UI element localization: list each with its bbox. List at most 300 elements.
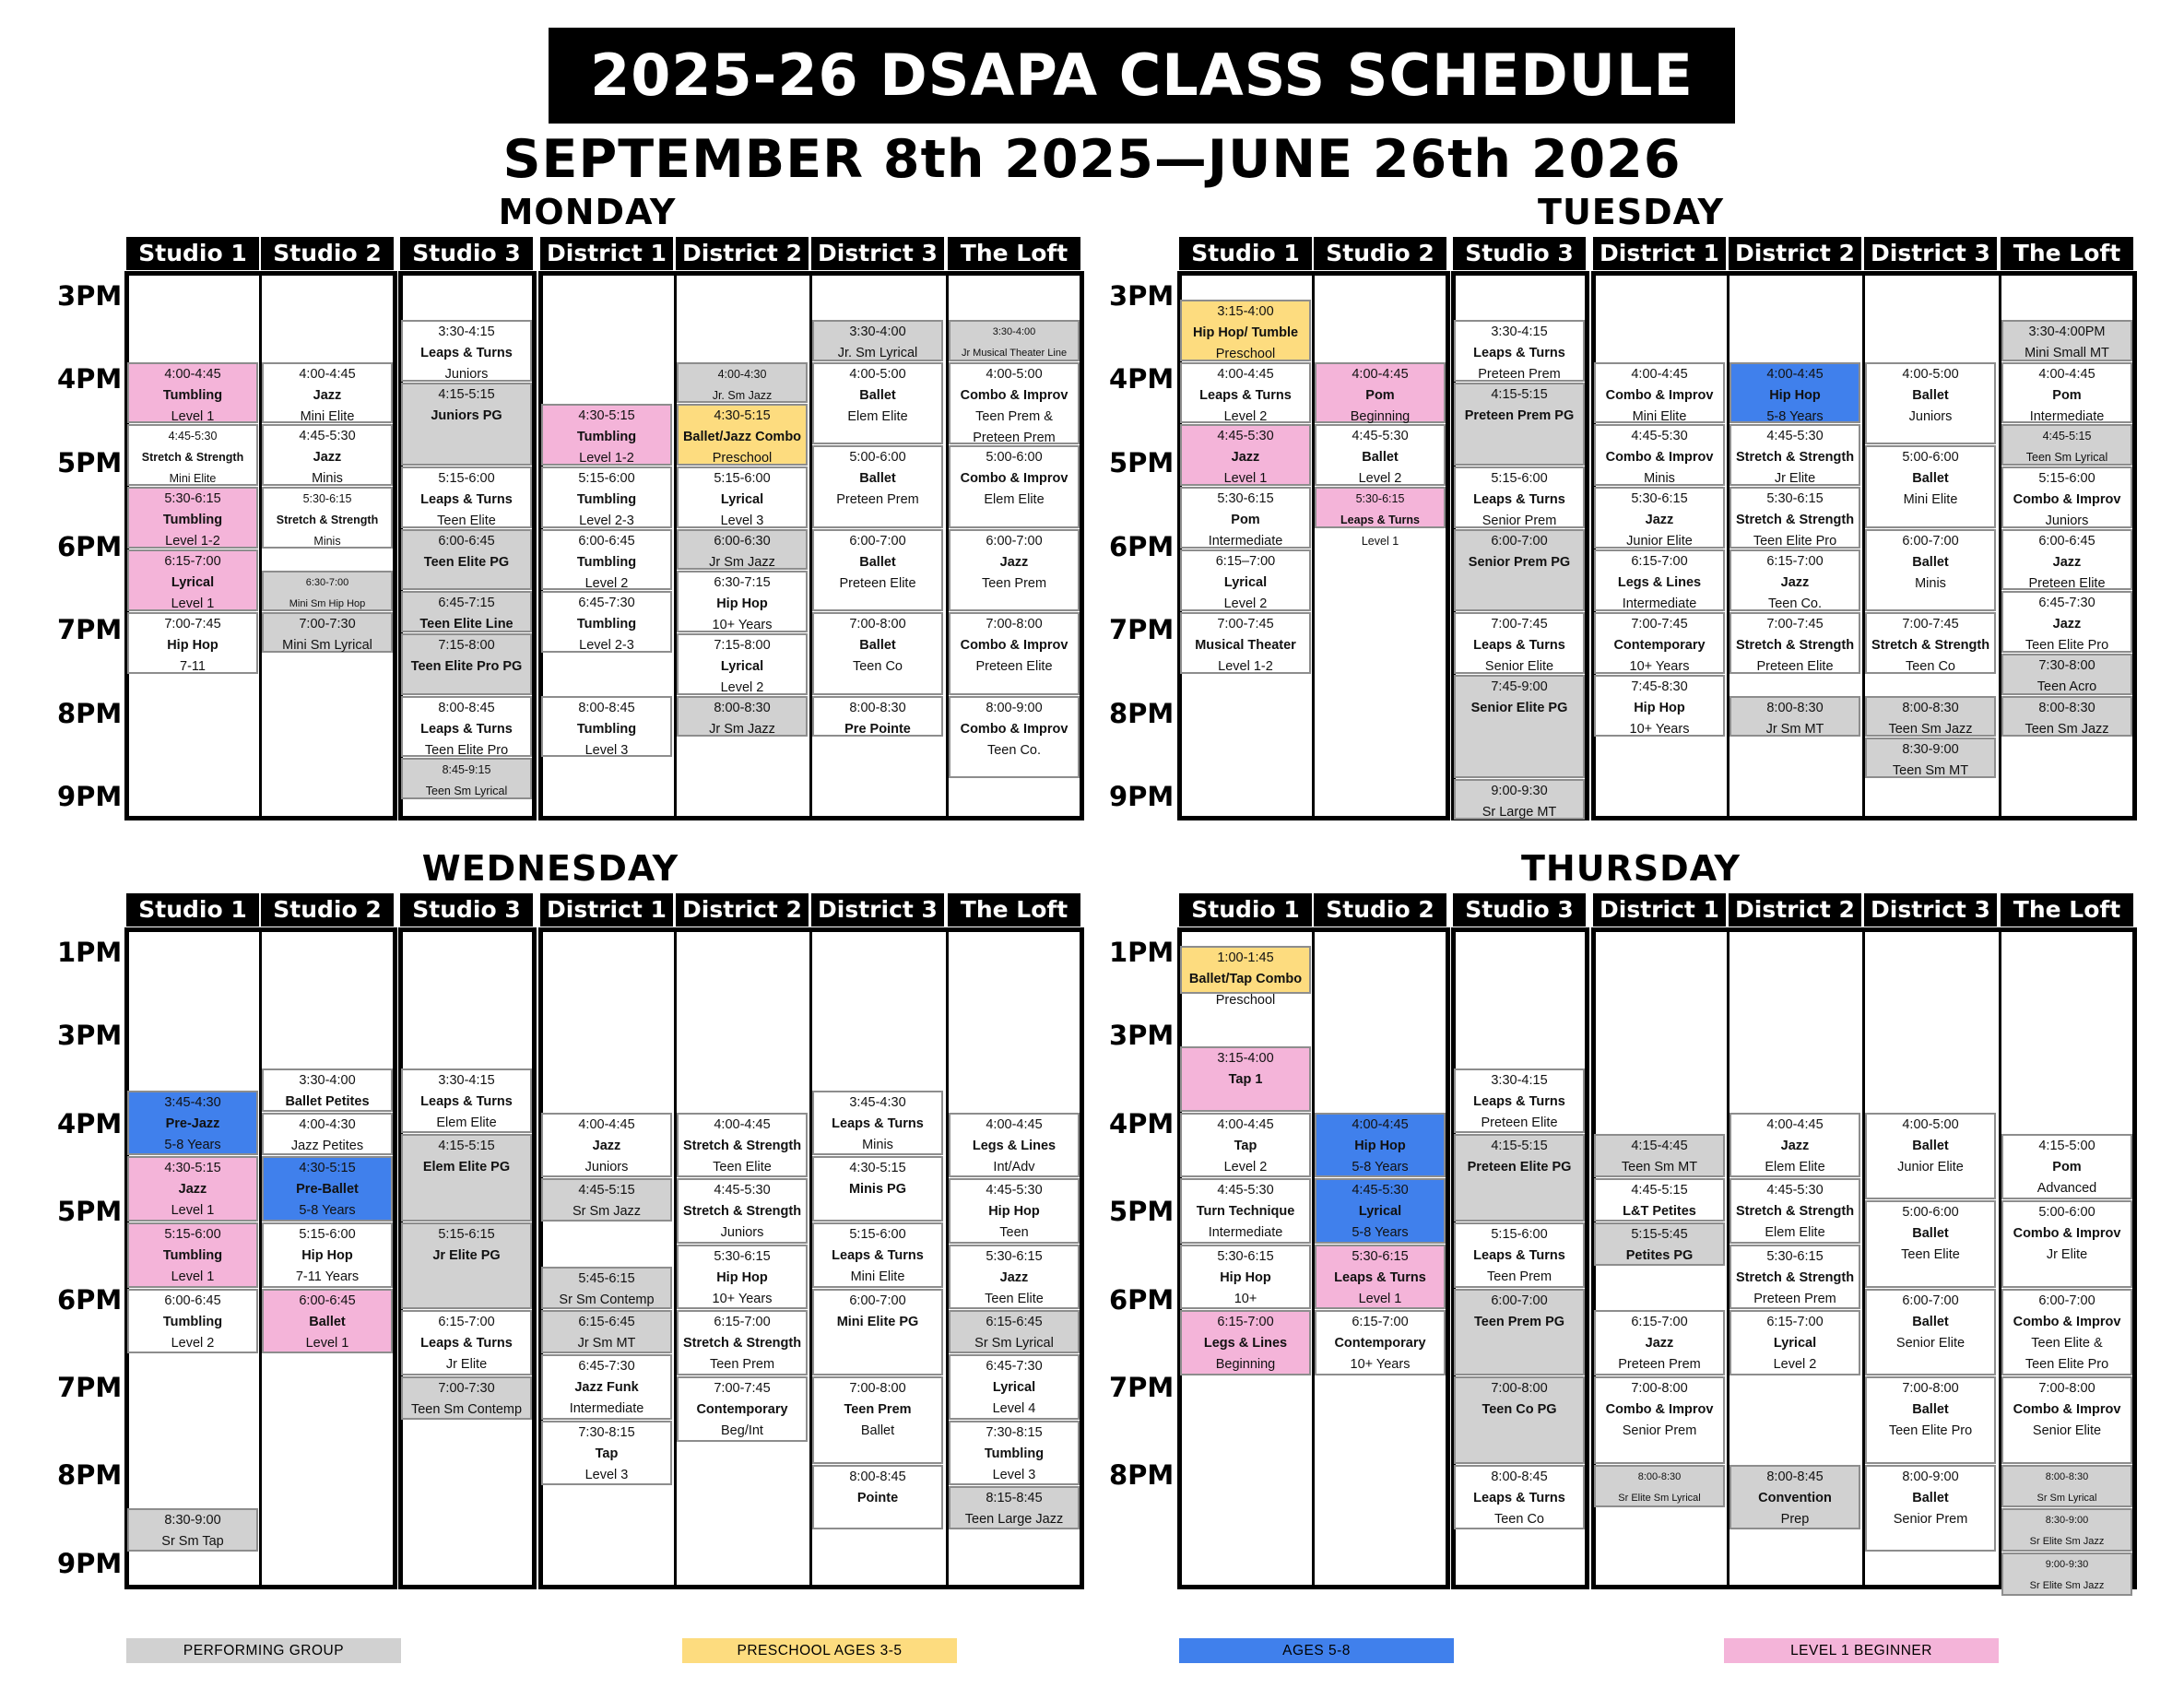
class-name: Stretch & Strength	[1871, 638, 1990, 653]
class-block[interactable]	[541, 466, 672, 528]
class-detail: Sr Elite Sm Jazz	[2029, 1580, 2105, 1591]
day-title: WEDNESDAY	[421, 848, 679, 889]
class-detail: Intermediate	[2029, 408, 2105, 424]
class-name: Jr Elite PG	[432, 1247, 501, 1263]
page-title: 2025-26 DSAPA CLASS SCHEDULE	[549, 28, 1735, 124]
class-block[interactable]	[812, 1465, 943, 1530]
class-block[interactable]	[677, 633, 808, 695]
class-block[interactable]	[541, 1178, 672, 1222]
class-block[interactable]	[1454, 612, 1585, 674]
class-time: 6:00-7:00	[2038, 1293, 2095, 1308]
class-time: 6:15-7:00	[1352, 1315, 1409, 1330]
class-name: Stretch & Strength	[682, 1204, 802, 1220]
class-block[interactable]	[401, 320, 532, 382]
class-block[interactable]	[541, 696, 672, 758]
class-time: 4:30-5:15	[299, 1161, 356, 1176]
class-detail: Level 1	[171, 408, 215, 424]
class-name: Leaps & Turns	[1334, 1269, 1426, 1285]
class-block[interactable]	[1454, 383, 1585, 466]
class-block[interactable]	[401, 1310, 532, 1375]
class-block[interactable]	[401, 1376, 532, 1420]
class-time: 5:30-6:15	[302, 492, 352, 506]
class-name: Tumbling	[162, 387, 223, 403]
class-block[interactable]	[1180, 612, 1311, 674]
class-detail: Level 2	[1773, 1357, 1817, 1373]
class-block[interactable]	[1180, 1310, 1311, 1375]
hour-label: 8PM	[1109, 1459, 1175, 1491]
class-block[interactable]	[2001, 1134, 2132, 1199]
class-block[interactable]	[1594, 1310, 1725, 1375]
column-header: Studio 3	[400, 237, 533, 270]
class-block[interactable]	[2001, 1200, 2132, 1288]
class-time: 1:00-1:45	[1217, 950, 1274, 965]
class-block[interactable]	[1729, 362, 1860, 424]
class-block[interactable]	[1729, 549, 1860, 611]
class-name: Hip Hop	[167, 638, 218, 653]
class-detail: Mini Elite	[850, 1269, 905, 1284]
class-name: Senior Elite PG	[1470, 700, 1568, 715]
class-name: Preteen Elite PG	[1467, 1160, 1572, 1175]
class-block[interactable]	[1454, 1376, 1585, 1464]
hour-label: 5PM	[57, 1196, 123, 1227]
class-block[interactable]	[812, 529, 943, 612]
class-block[interactable]	[1594, 1178, 1725, 1222]
class-detail: Intermediate	[1208, 1225, 1283, 1241]
class-block[interactable]	[1729, 612, 1860, 674]
class-block[interactable]	[1729, 1113, 1860, 1178]
column-header: District 3	[811, 893, 944, 927]
class-block[interactable]	[2001, 1552, 2132, 1596]
class-block[interactable]	[1315, 1310, 1446, 1375]
class-block[interactable]	[1729, 1178, 1860, 1244]
class-block[interactable]	[262, 1068, 393, 1112]
class-name: Combo & Improv	[2013, 1226, 2121, 1241]
class-block[interactable]	[1594, 1222, 1725, 1266]
class-time: 6:00-6:45	[2038, 533, 2095, 549]
class-block[interactable]	[949, 1245, 1080, 1310]
class-block[interactable]	[1315, 1113, 1446, 1178]
class-block[interactable]	[541, 529, 672, 591]
class-block[interactable]	[1865, 1465, 1996, 1552]
class-block[interactable]	[1865, 1376, 1996, 1464]
class-time: 3:45-4:30	[849, 1094, 906, 1110]
class-block[interactable]	[1865, 1200, 1996, 1288]
class-block[interactable]	[1454, 1465, 1585, 1530]
class-detail: Sr Elite Sm Jazz	[2029, 1536, 2105, 1548]
hour-label: 3PM	[57, 1020, 123, 1051]
class-time: 6:00-7:00	[1491, 1293, 1548, 1308]
column-header: The Loft	[2001, 893, 2133, 927]
class-block[interactable]	[1454, 1134, 1585, 1222]
class-block[interactable]	[949, 1310, 1080, 1353]
class-time: 5:15-6:00	[299, 1226, 356, 1242]
class-name: Leaps & Turns	[420, 1336, 513, 1352]
class-block[interactable]	[541, 591, 672, 653]
class-block[interactable]	[127, 612, 258, 674]
class-time: 6:45-7:30	[578, 1359, 635, 1375]
class-block[interactable]	[1315, 1178, 1446, 1244]
class-block[interactable]	[1865, 362, 1996, 445]
class-block[interactable]	[401, 696, 532, 758]
hour-label: 3PM	[57, 280, 123, 312]
class-time: 4:00-4:45	[1217, 366, 1274, 382]
class-name: Teen Prem	[844, 1402, 912, 1417]
class-block[interactable]	[1180, 362, 1311, 424]
class-block[interactable]	[401, 1134, 532, 1222]
class-block[interactable]	[1180, 300, 1311, 361]
class-detail: Teen Sm Jazz	[2025, 721, 2109, 737]
class-detail: Jr Elite	[1774, 471, 1816, 487]
class-time: 7:00-8:00	[849, 617, 906, 632]
class-block[interactable]	[262, 487, 393, 549]
class-time: 6:00-7:00	[986, 533, 1043, 549]
class-time: 6:15-6:45	[986, 1315, 1043, 1330]
class-block[interactable]	[812, 445, 943, 528]
class-block[interactable]	[1315, 362, 1446, 424]
class-block[interactable]	[127, 549, 258, 611]
class-block[interactable]	[1454, 675, 1585, 778]
class-block[interactable]	[1865, 1113, 1996, 1200]
class-detail: Preteen Prem	[836, 492, 919, 507]
class-name: Legs & Lines	[1203, 1336, 1288, 1352]
class-name: Teen Elite Line	[419, 617, 514, 632]
class-block[interactable]	[1865, 529, 1996, 612]
class-time: 8:00-9:00	[1902, 1469, 1959, 1484]
class-detail: Teen Elite	[437, 513, 496, 528]
class-detail: 10+	[1234, 1291, 1257, 1306]
class-name: Pom	[1231, 513, 1260, 528]
class-block[interactable]	[1865, 445, 1996, 528]
class-block[interactable]	[1865, 612, 1996, 674]
class-block[interactable]	[677, 466, 808, 528]
class-name: Tumbling	[576, 429, 637, 444]
class-detail: Teen Co.	[1767, 596, 1823, 612]
class-time: 4:45-5:15	[2042, 430, 2092, 443]
class-block[interactable]	[1594, 487, 1725, 549]
class-block[interactable]	[677, 1310, 808, 1375]
class-block[interactable]	[1594, 1376, 1725, 1464]
class-block[interactable]	[401, 591, 532, 632]
class-name: Tumbling	[162, 1314, 223, 1329]
class-block[interactable]	[1180, 946, 1311, 1008]
class-name: Hip Hop	[716, 1269, 768, 1285]
class-time: 4:30-5:15	[578, 407, 635, 423]
class-block[interactable]	[677, 1178, 808, 1244]
class-name: Combo & Improv	[1605, 1402, 1714, 1417]
class-block[interactable]	[262, 1113, 393, 1156]
class-block[interactable]	[677, 1113, 808, 1178]
class-detail: Teen Co	[1493, 1511, 1544, 1527]
hour-label: 8PM	[57, 1459, 123, 1491]
class-block[interactable]	[1594, 549, 1725, 611]
class-block[interactable]	[1180, 487, 1311, 549]
class-block[interactable]	[949, 612, 1080, 695]
class-block[interactable]	[1865, 696, 1996, 737]
class-block[interactable]	[541, 1354, 672, 1420]
class-name: Lyrical	[1223, 575, 1268, 591]
column-header: Studio 2	[261, 893, 394, 927]
class-name: Lyrical	[720, 658, 764, 674]
class-name: Lyrical	[1773, 1336, 1817, 1352]
class-block[interactable]	[401, 466, 532, 528]
class-name: Jazz	[1645, 513, 1674, 528]
class-block[interactable]	[949, 362, 1080, 445]
class-block[interactable]	[677, 529, 808, 570]
class-name: Jazz	[1780, 575, 1810, 591]
class-block[interactable]	[677, 404, 808, 466]
class-detail: Jr. Sm Lyrical	[837, 346, 918, 361]
class-time: 7:00-8:00	[849, 1381, 906, 1396]
class-block[interactable]	[812, 1091, 943, 1156]
class-block[interactable]	[127, 1508, 258, 1552]
class-block[interactable]	[1180, 1178, 1311, 1244]
class-detail: Teen Acro	[2036, 679, 2097, 695]
class-block[interactable]	[949, 1178, 1080, 1244]
class-block[interactable]	[677, 1245, 808, 1310]
class-block[interactable]	[127, 1289, 258, 1354]
class-block[interactable]	[677, 1376, 808, 1442]
class-block[interactable]	[1454, 1289, 1585, 1376]
class-block[interactable]	[1729, 487, 1860, 549]
class-block[interactable]	[1865, 1289, 1996, 1376]
class-block[interactable]	[401, 633, 532, 695]
class-block[interactable]	[262, 1156, 393, 1222]
class-block[interactable]	[949, 445, 1080, 528]
class-block[interactable]	[2001, 529, 2132, 591]
class-block[interactable]	[2001, 1508, 2132, 1552]
class-block[interactable]	[1594, 612, 1725, 674]
class-block[interactable]	[262, 1289, 393, 1354]
class-detail: 7-11 Years	[295, 1269, 360, 1284]
class-block[interactable]	[127, 1222, 258, 1288]
class-block[interactable]	[1594, 675, 1725, 737]
class-time: 9:00-9:30	[1491, 784, 1548, 798]
column-header: Studio 2	[1314, 893, 1446, 927]
class-name: Tumbling	[576, 617, 637, 632]
class-block[interactable]	[812, 1289, 943, 1376]
class-detail: Mini Sm Hip Hop	[289, 597, 366, 609]
class-block[interactable]	[541, 1267, 672, 1310]
class-block[interactable]	[262, 424, 393, 486]
class-detail: Level 2	[1223, 596, 1268, 612]
class-block[interactable]	[1180, 424, 1311, 486]
class-name: Ballet	[1912, 1490, 1949, 1505]
class-block[interactable]	[2001, 1289, 2132, 1376]
class-detail: Minis	[313, 535, 341, 549]
class-detail: 10+ Years	[1629, 721, 1690, 737]
class-time: 4:00-5:00	[986, 366, 1043, 382]
hour-label: 6PM	[1109, 531, 1175, 562]
class-time: 6:00-7:00	[1902, 1293, 1959, 1308]
class-block[interactable]	[949, 1354, 1080, 1420]
class-block[interactable]	[401, 529, 532, 591]
class-block[interactable]	[1729, 1245, 1860, 1310]
class-time: 3:30-4:15	[1491, 325, 1548, 340]
class-detail: Minis	[1915, 575, 1946, 591]
class-block[interactable]	[1729, 424, 1860, 486]
class-name: Hip Hop	[1634, 700, 1685, 715]
class-time: 4:45-5:30	[1352, 1183, 1409, 1198]
class-block[interactable]	[262, 1222, 393, 1288]
class-name: Hip Hop	[1220, 1269, 1271, 1285]
class-detail: Junior Elite	[1897, 1159, 1964, 1175]
class-detail: Level 1	[171, 1203, 215, 1219]
class-block[interactable]	[1729, 1310, 1860, 1375]
class-time: 6:00-6:45	[164, 1293, 221, 1308]
class-block[interactable]	[541, 1310, 672, 1353]
class-name: Ballet	[859, 471, 896, 486]
column-header: Studio 3	[1453, 893, 1586, 927]
class-block[interactable]	[2001, 424, 2132, 465]
hour-label: 8PM	[1109, 698, 1175, 729]
class-block[interactable]	[2001, 320, 2132, 360]
class-block[interactable]	[127, 1156, 258, 1222]
class-time: 7:00-8:00	[986, 617, 1043, 632]
class-block[interactable]	[812, 1376, 943, 1464]
class-block[interactable]	[401, 1222, 532, 1310]
class-block[interactable]	[1865, 738, 1996, 778]
class-time: 5:15-6:00	[578, 470, 635, 486]
class-block[interactable]	[1454, 466, 1585, 528]
class-block[interactable]	[1454, 779, 1585, 820]
class-block[interactable]	[949, 1113, 1080, 1178]
hour-label: 5PM	[1109, 1196, 1175, 1227]
class-block[interactable]	[949, 320, 1080, 360]
class-name: Pre-Jazz	[165, 1115, 220, 1131]
class-detail: Juniors	[2045, 513, 2089, 528]
class-block[interactable]	[262, 362, 393, 424]
class-block[interactable]	[812, 696, 943, 737]
class-time: 7:30-8:00	[2038, 658, 2095, 674]
class-block[interactable]	[949, 1486, 1080, 1529]
class-block[interactable]	[127, 1091, 258, 1156]
class-block[interactable]	[1454, 1222, 1585, 1288]
class-time: 6:15-7:00	[164, 554, 221, 570]
class-block[interactable]	[401, 383, 532, 466]
class-detail: Mini Elite	[300, 408, 355, 424]
class-name: Juniors PG	[431, 408, 502, 424]
class-name: Ballet	[1912, 1138, 1949, 1153]
class-block[interactable]	[1180, 1046, 1311, 1112]
class-detail: Teen Elite	[1901, 1247, 1960, 1262]
class-name: Leaps & Turns	[1473, 1490, 1565, 1505]
class-block[interactable]	[541, 1421, 672, 1486]
class-block[interactable]	[1315, 1245, 1446, 1310]
column-header: District 1	[540, 893, 673, 927]
class-detail: Teen Elite Pro	[2025, 638, 2109, 654]
class-block[interactable]	[949, 696, 1080, 779]
class-detail: Level 1	[1358, 1291, 1402, 1306]
class-block[interactable]	[2001, 1465, 2132, 1508]
class-block[interactable]	[1454, 1068, 1585, 1134]
class-block[interactable]	[1594, 1134, 1725, 1177]
class-time: 7:00-7:45	[1766, 617, 1824, 632]
class-block[interactable]	[1729, 1465, 1860, 1530]
class-detail: Level 2-3	[579, 513, 634, 528]
class-time: 5:30-6:15	[1352, 1248, 1409, 1264]
class-block[interactable]	[2001, 466, 2132, 528]
class-detail: 10+ Years	[712, 1291, 773, 1306]
class-block[interactable]	[1594, 362, 1725, 424]
class-detail: Level 1	[171, 596, 215, 612]
class-time: 8:00-8:30	[2038, 700, 2095, 715]
class-block[interactable]	[812, 320, 943, 360]
class-detail: Level 2-3	[579, 638, 634, 654]
class-block[interactable]	[2001, 362, 2132, 424]
class-block[interactable]	[677, 362, 808, 403]
class-block[interactable]	[401, 1068, 532, 1134]
class-block[interactable]	[1180, 1113, 1311, 1178]
class-detail: Sr Sm Lyrical	[2036, 1492, 2097, 1504]
class-time: 8:15-8:45	[986, 1491, 1043, 1506]
class-block[interactable]	[949, 1421, 1080, 1486]
class-block[interactable]	[812, 1222, 943, 1288]
class-block[interactable]	[541, 1113, 672, 1178]
class-block[interactable]	[1454, 529, 1585, 612]
class-block[interactable]	[677, 571, 808, 632]
class-block[interactable]	[127, 487, 258, 549]
class-time: 5:30-6:15	[1631, 491, 1688, 507]
class-block[interactable]	[1315, 424, 1446, 486]
class-detail: Senior Prem	[1482, 513, 1557, 528]
class-time: 4:30-5:15	[849, 1161, 906, 1176]
class-block[interactable]	[677, 696, 808, 737]
class-block[interactable]	[1594, 1465, 1725, 1508]
class-block[interactable]	[1454, 320, 1585, 382]
class-block[interactable]	[541, 404, 672, 466]
class-detail: Teen Elite	[713, 1159, 772, 1175]
column-header: District 2	[676, 893, 809, 927]
class-block[interactable]	[401, 758, 532, 798]
hour-label: 1PM	[1109, 937, 1175, 968]
class-detail: Senior Elite	[1895, 1335, 1966, 1351]
class-block[interactable]	[127, 362, 258, 424]
class-time: 6:00-6:45	[438, 533, 495, 549]
class-block[interactable]	[2001, 654, 2132, 694]
class-detail: Level 1	[171, 1269, 215, 1284]
class-detail: Teen Co	[852, 659, 903, 674]
class-block[interactable]	[2001, 1376, 2132, 1464]
class-time: 7:45-9:00	[1491, 679, 1548, 694]
class-block[interactable]	[949, 529, 1080, 612]
class-block[interactable]	[2001, 591, 2132, 653]
class-name: Combo & Improv	[960, 638, 1068, 653]
class-time: 4:00-4:45	[1217, 1116, 1274, 1132]
class-block[interactable]	[1594, 424, 1725, 486]
class-block[interactable]	[812, 362, 943, 445]
class-detail: Elem Elite	[436, 1115, 497, 1130]
class-detail: Intermediate	[1622, 596, 1697, 612]
class-block[interactable]	[127, 424, 258, 486]
class-block[interactable]	[2001, 696, 2132, 737]
class-name: Hip Hop	[988, 1204, 1040, 1220]
class-name: Tumbling	[162, 1247, 223, 1263]
column-header: Studio 2	[1314, 237, 1446, 270]
class-time: 7:00-7:45	[1902, 617, 1959, 632]
class-name: Stretch & Strength	[276, 513, 379, 527]
class-block[interactable]	[1180, 1245, 1311, 1310]
class-block[interactable]	[1729, 696, 1860, 737]
class-block[interactable]	[1180, 549, 1311, 611]
class-name: Jazz	[1231, 450, 1260, 466]
class-time: 4:45-5:30	[714, 1183, 771, 1198]
class-block[interactable]	[812, 612, 943, 695]
class-block[interactable]	[812, 1156, 943, 1222]
class-block[interactable]	[1315, 487, 1446, 549]
class-time: 4:00-4:45	[2038, 366, 2095, 382]
class-block[interactable]	[262, 612, 393, 653]
class-block[interactable]	[262, 571, 393, 611]
